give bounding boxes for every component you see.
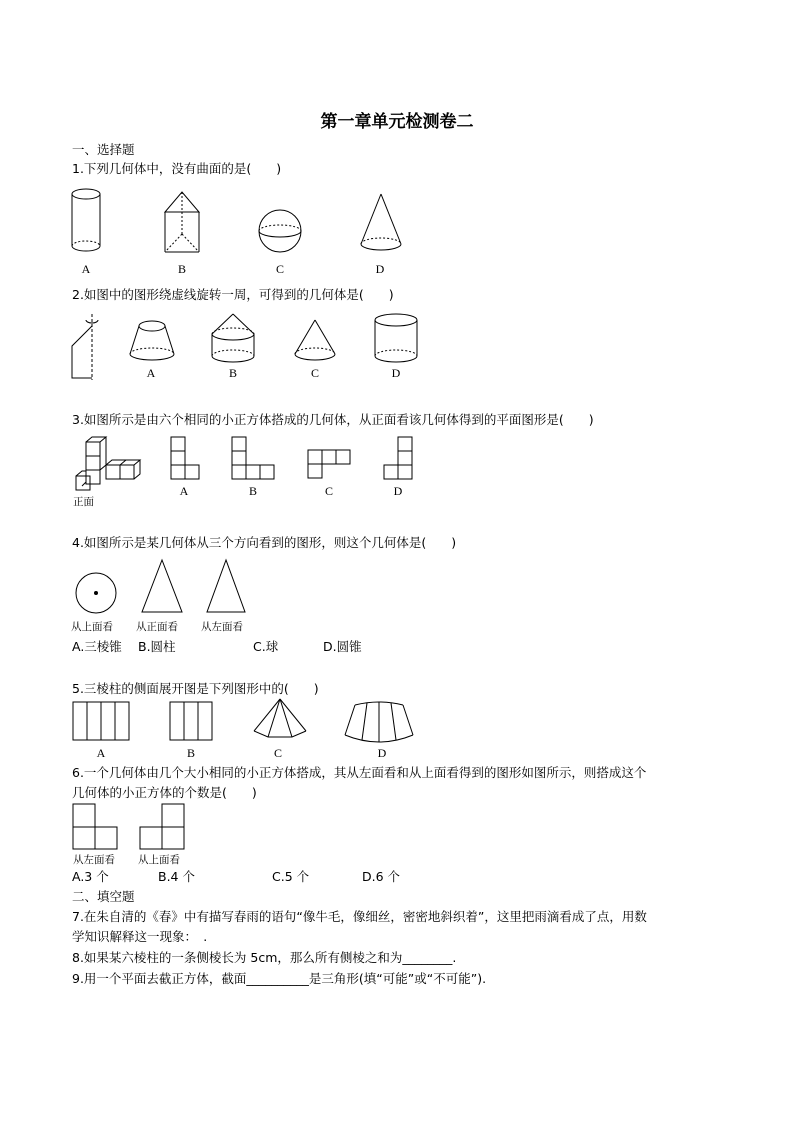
- question-6-text-line2: 几何体的小正方体的个数是( ): [72, 785, 257, 800]
- q6-option-b: B.4 个: [158, 869, 195, 884]
- section-choice-heading: 一、选择题: [72, 142, 135, 157]
- q4-option-a: A.三棱锥: [72, 639, 122, 654]
- page-title: 第一章单元检测卷二: [320, 112, 474, 132]
- q4-caption-left: 从左面看: [201, 621, 243, 633]
- q6-top-view-grid: [138, 803, 186, 851]
- q5-label-d: D: [377, 746, 387, 760]
- question-6-text-line1: 6.一个几何体由几个大小相同的小正方体搭成，其从左面看和从上面看得到的图形如图所示，则搭成这个: [72, 765, 647, 780]
- q6-option-a: A.3 个: [72, 869, 109, 884]
- q1-label-a: A: [81, 262, 91, 276]
- q2-figure-a-frustum: [127, 318, 177, 364]
- section-fill-heading: 二、填空题: [72, 889, 135, 904]
- question-4-text: 4.如图所示是某几何体从三个方向看到的图形，则这个几何体是( ): [72, 535, 457, 550]
- q5-option-d-curved-strip: [343, 701, 415, 745]
- question-1-text: 1.下列几何体中，没有曲面的是( ): [72, 161, 282, 176]
- q3-option-a-grid: [170, 436, 200, 482]
- q6-option-c: C.5 个: [272, 869, 310, 884]
- q4-option-c: C.球: [253, 639, 279, 654]
- question-7-line1: 7.在朱自清的《春》中有描写春雨的语句“像牛毛，像细丝，密密地斜织着”，这里把雨滴看成了点，用数: [72, 909, 647, 924]
- q4-top-view-circle: [74, 571, 118, 615]
- question-8-text: 8.如果某六棱柱的一条侧棱长为 5cm，那么所有侧棱之和为________.: [72, 950, 457, 965]
- question-2-text: 2.如图中的图形绕虚线旋转一周，可得到的几何体是( ): [72, 287, 394, 302]
- q4-front-view-triangle: [140, 558, 184, 614]
- q4-option-d: D.圆锥: [323, 639, 362, 654]
- question-7-line2: 学知识解释这一现象： .: [72, 929, 208, 944]
- question-5-text: 5.三棱柱的侧面展开图是下列图形中的( ): [72, 681, 319, 696]
- q1-figure-b-triangular-prism: [163, 190, 201, 254]
- q3-label-d: D: [393, 484, 403, 498]
- q5-option-c-fan-triangles: [252, 697, 308, 743]
- question-3-text: 3.如图所示是由六个相同的小正方体搭成的几何体，从正面看该几何体得到的平面图形是( ): [72, 412, 594, 427]
- q5-label-c: C: [273, 746, 282, 760]
- question-9-text: 9.用一个平面去截正方体，截面__________是三角形(填“可能”或“不可能”).: [72, 971, 487, 986]
- q5-label-b: B: [186, 746, 195, 760]
- q3-cube-stack-figure: [72, 436, 140, 492]
- q2-label-a: A: [146, 366, 156, 380]
- q4-caption-front: 从正面看: [136, 621, 178, 633]
- q1-figure-d-cone: [359, 192, 403, 254]
- q3-label-c: C: [324, 484, 333, 498]
- q6-option-d: D.6 个: [362, 869, 401, 884]
- q1-label-d: D: [375, 262, 385, 276]
- q4-option-b: B.圆柱: [138, 639, 176, 654]
- q3-option-d-grid: [383, 436, 415, 482]
- q1-label-c: C: [275, 262, 284, 276]
- q3-option-c-grid: [307, 449, 353, 481]
- q3-front-label: 正面: [73, 496, 94, 508]
- q2-figure-b-cone-cylinder: [209, 312, 257, 366]
- q3-label-a: A: [179, 484, 189, 498]
- q2-label-d: D: [391, 366, 401, 380]
- q5-label-a: A: [96, 746, 106, 760]
- q1-figure-a-cylinder: [70, 188, 102, 254]
- q6-caption-left: 从左面看: [73, 854, 115, 866]
- q6-caption-top: 从上面看: [138, 854, 180, 866]
- q6-left-view-grid: [72, 803, 120, 851]
- q5-option-a-four-rects: [72, 701, 130, 741]
- q3-option-b-grid: [231, 436, 277, 482]
- q3-label-b: B: [248, 484, 257, 498]
- q2-label-b: B: [228, 366, 237, 380]
- q5-option-b-three-rects: [169, 701, 213, 741]
- q1-label-b: B: [177, 262, 186, 276]
- q4-left-view-triangle: [205, 558, 247, 614]
- q4-caption-top: 从上面看: [71, 621, 113, 633]
- q1-figure-c-sphere: [257, 208, 303, 254]
- q2-label-c: C: [310, 366, 319, 380]
- q2-figure-d-cylinder: [373, 312, 419, 366]
- q2-figure-c-cone: [293, 318, 337, 364]
- q2-rotation-figure: [70, 312, 102, 382]
